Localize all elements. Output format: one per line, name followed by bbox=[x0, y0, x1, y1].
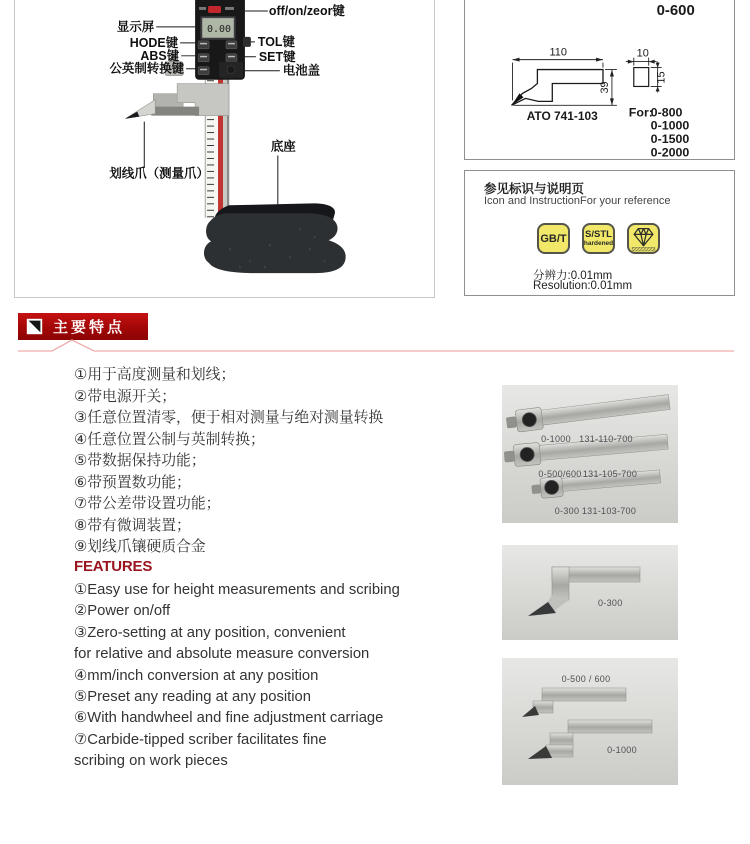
attachment-code-2: 131-105-700 bbox=[582, 469, 638, 479]
zh-feature-line: ④任意位置公制与英制转换； bbox=[74, 431, 265, 448]
attachment-range-2: 0-500/600 bbox=[538, 469, 582, 479]
en-feature-line: for relative and absolute measure conversion bbox=[74, 646, 370, 663]
features-list-zh bbox=[74, 365, 383, 559]
scriber-large-label-bottom: 0-1000 bbox=[607, 745, 637, 755]
model-number: ATO 741-103 bbox=[526, 109, 598, 124]
label-scriber-jaw: 划线爪（测量爪） bbox=[109, 166, 209, 181]
en-feature-line: ⑥With handwheel and fine adjustment carriage bbox=[74, 710, 384, 727]
attachments-photo-image bbox=[502, 385, 678, 523]
sstl-badge-line2: hardened bbox=[583, 239, 614, 247]
zh-feature-line: ⑤带数据保持功能； bbox=[74, 453, 206, 469]
scriber-small-photo-image bbox=[502, 545, 678, 640]
scriber-small-photo bbox=[502, 545, 678, 640]
zh-feature-line: ⑨划线爪镶硬质合金 bbox=[74, 539, 206, 555]
gbt-badge-label: GB/T bbox=[540, 232, 567, 245]
dim-square-height-value: 15 bbox=[655, 71, 668, 84]
label-tol-key: TOL键 bbox=[257, 34, 295, 49]
square-section bbox=[634, 68, 649, 87]
en-feature-line: scribing on work pieces bbox=[74, 753, 228, 770]
lcd-value: 0.00 bbox=[206, 23, 231, 35]
for-range-4: 0-2000 bbox=[650, 145, 690, 159]
for-range-3: 0-1500 bbox=[650, 132, 690, 147]
corner-triangle-icon bbox=[26, 318, 43, 335]
range-top-label: 0-600 bbox=[656, 2, 695, 19]
resolution-zh: 分辨力:0.01mm bbox=[533, 270, 613, 282]
attachment-code-3: 131-103-700 bbox=[581, 506, 637, 516]
scriber-large-photo-image bbox=[502, 658, 678, 785]
sstl-badge-line1: S/STL bbox=[585, 228, 612, 240]
zh-feature-line: ①用于高度测量和划线； bbox=[74, 367, 236, 383]
en-feature-line: ③Zero-setting at any position, convenient bbox=[74, 624, 346, 641]
attachment-range-3: 0-300 bbox=[554, 506, 580, 516]
diamond-icon bbox=[629, 225, 658, 252]
zh-feature-line: ③任意位置清零，便于相对测量与绝对测量转换 bbox=[74, 410, 384, 426]
section-banner-title: 主要特点 bbox=[53, 319, 126, 336]
gauge-base bbox=[204, 203, 346, 273]
reference-panel bbox=[464, 170, 735, 296]
label-set-key: SET键 bbox=[258, 49, 296, 64]
scriber-outline bbox=[512, 70, 603, 106]
label-on-off-key: off/on/zeor键 bbox=[268, 3, 345, 18]
label-abs-key: ABS键 bbox=[140, 48, 180, 63]
on-off-zero-button bbox=[208, 6, 221, 13]
label-unit-convert-key: 公英制转换键 bbox=[109, 61, 185, 76]
reference-title-zh: 参见标识与说明页 bbox=[484, 182, 585, 196]
certification-badges bbox=[465, 223, 734, 255]
label-hode-key: HODE键 bbox=[129, 35, 179, 50]
gbt-badge bbox=[537, 223, 570, 254]
sstl-hardened-badge bbox=[582, 223, 615, 254]
attachment-code-1: 131-110-700 bbox=[579, 434, 633, 444]
scriber-large-photo bbox=[502, 658, 678, 785]
zh-feature-line: ②带电源开关； bbox=[74, 388, 177, 405]
en-feature-line: ⑦Carbide-tipped scriber facilitates fine bbox=[74, 731, 327, 748]
zh-feature-line: ⑧带有微调装置； bbox=[74, 517, 191, 534]
carbide-diamond-badge bbox=[627, 223, 660, 254]
scriber-technical-drawing bbox=[465, 0, 734, 159]
dim-height-value: 39 bbox=[598, 81, 611, 94]
dim-width-value: 110 bbox=[549, 46, 567, 59]
zh-feature-line: ⑦带公差带设置功能； bbox=[74, 496, 221, 512]
gauge-diagram-panel bbox=[14, 0, 435, 298]
label-battery-cover: 电池盖 bbox=[282, 63, 321, 78]
height-gauge-diagram bbox=[15, 0, 434, 297]
en-feature-line: ①Easy use for height measurements and scribing bbox=[74, 582, 400, 598]
features-list-en bbox=[74, 580, 400, 773]
scriber-small-label: 0-300 bbox=[598, 598, 623, 608]
reference-title-en: Icon and InstructionFor your reference bbox=[484, 195, 671, 207]
tech-drawing-panel bbox=[464, 0, 735, 160]
attachments-photo bbox=[502, 385, 678, 523]
en-feature-line: ②Power on/off bbox=[74, 603, 171, 620]
scriber-large-label-top: 0-500 / 600 bbox=[561, 674, 611, 684]
dim-square-width-value: 10 bbox=[636, 47, 649, 60]
attachment-range-1: 0-1000 bbox=[541, 434, 571, 444]
resolution-en: Resolution:0.01mm bbox=[533, 280, 633, 292]
for-range-2: 0-1000 bbox=[650, 118, 690, 133]
zh-feature-line: ⑥带预置数功能； bbox=[74, 474, 191, 491]
en-feature-line: ④mm/inch conversion at any position bbox=[74, 667, 319, 684]
for-range-1: 0-800 bbox=[650, 105, 683, 120]
features-heading-en: FEATURES bbox=[74, 558, 153, 575]
section-banner bbox=[18, 313, 148, 340]
gauge-digital-head bbox=[195, 0, 251, 80]
label-base: 底座 bbox=[270, 139, 296, 154]
for-label: For: bbox=[628, 105, 653, 120]
accent-divider-line bbox=[18, 338, 734, 352]
label-display: 显示屏 bbox=[116, 19, 155, 34]
en-feature-line: ⑤Preset any reading at any position bbox=[74, 689, 312, 706]
